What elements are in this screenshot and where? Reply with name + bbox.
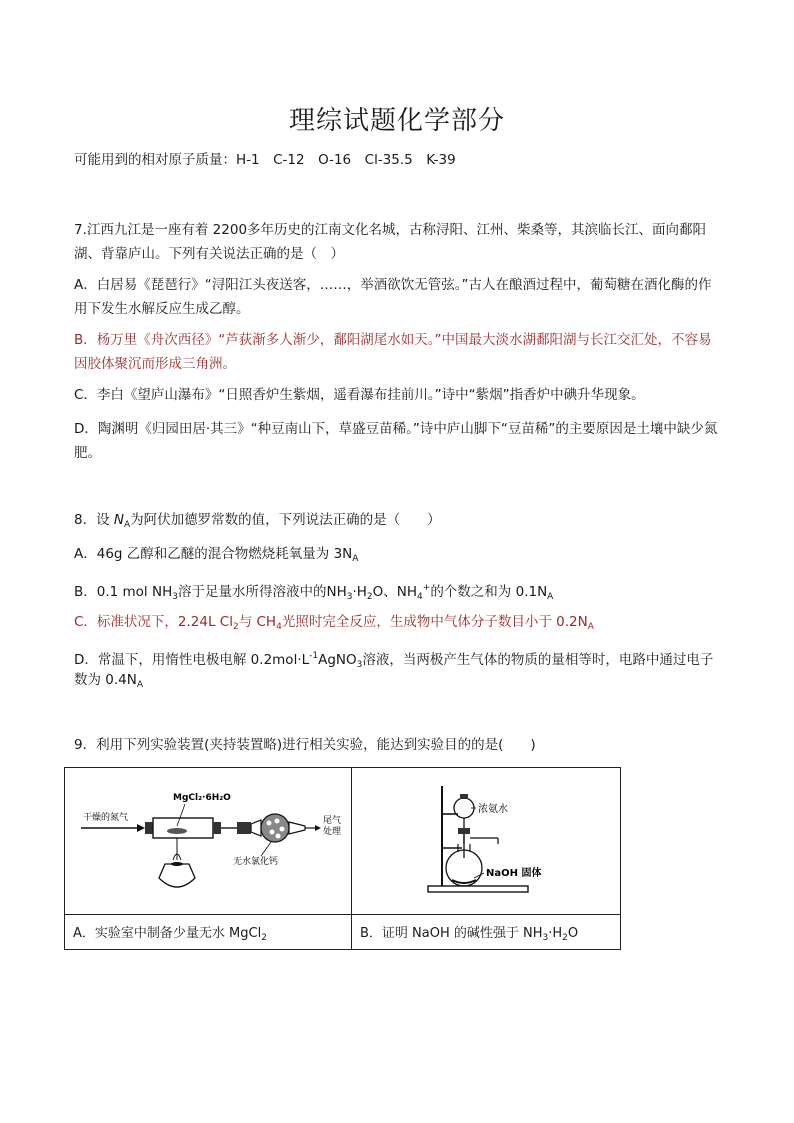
q9-figure-b bbox=[352, 768, 621, 915]
exhaust-label-2: 处理 bbox=[323, 827, 342, 837]
mgcl2-hexahydrate-label: MgCl₂·6H₂O bbox=[173, 793, 231, 803]
page-title: 理综试题化学部分 bbox=[288, 106, 505, 136]
q7-option-c: C．李白《望庐山瀑布》“日照香炉生紫烟，遥看瀑布挂前川。”诗中“紫烟”指香炉中碘升华现象。 bbox=[74, 387, 645, 403]
q8-option-d: D．常温下，用惰性电极电解 $0.2mol\cdot L^{-1}AgNO_3$溶液，当两极产生气体的物质的量相等时，电路中通过电子 bbox=[74, 651, 714, 670]
q9-stem: 9．利用下列实验装置(夹持装置略)进行相关实验，能达到实验目的的是( ) bbox=[74, 737, 536, 753]
q8-option-a: A．46g 乙醇和乙醚的混合物燃烧耗氧量为 $3N_A$ bbox=[74, 546, 359, 564]
q7-option-b: B．杨万里《舟次西径》“芦荻渐多人渐少，鄱阳湖尾水如天。”中国最大淡水湖鄱阳湖与长江交汇处，不容易因胶体聚沉而形成三角洲。 bbox=[74, 332, 712, 372]
q9-option-b: B．证明 NaOH 的碱性强于 $NH_3\cdot H_2O$ bbox=[352, 915, 621, 950]
exhaust-label-1: 尾气 bbox=[323, 816, 342, 826]
q8-option-d-line2: 数为 $0.4N_A$ bbox=[74, 672, 144, 690]
naoh-solid-label: NaOH 固体 bbox=[486, 868, 542, 879]
q8-option-c: C．标准状况下，2.24L $Cl_2$与 $CH_4$光照时完全反应，生成物中气体分子数目小于 $0.2N_A$ bbox=[74, 614, 594, 632]
conc-ammonia-label: 浓氨水 bbox=[478, 804, 508, 815]
q7-option-d: D．陶渊明《归园田居·其三》“种豆南山下，草盛豆苗稀。”诗中庐山脚下“豆苗稀”的主要原因是土壤中缺少氮肥。 bbox=[74, 421, 718, 461]
q9-option-a: A．实验室中制备少量无水 MgCl$_2$ bbox=[65, 915, 352, 950]
q7-option-a: A．白居易《琵琶行》“浔阳江头夜送客，……，举酒欲饮无管弦。”古人在酿酒过程中，葡萄糖在酒化酶的作用下发生水解反应生成乙醇。 bbox=[74, 277, 712, 317]
q8-option-b: B．0.1 mol $NH_3$溶于足量水所得溶液中的$NH_3\cdot H_2O$、$NH_4^+$的个数之和为 $0.1N_A$ bbox=[74, 583, 554, 602]
anhydrous-cacl2-label: 无水氯化钙 bbox=[233, 857, 279, 867]
q9-figure-a bbox=[65, 768, 352, 915]
mgcl2-apparatus-diagram bbox=[65, 768, 351, 910]
q7-stem: 7.江西九江是一座有着 2200多年历史的江南文化名城，古称浔阳、江州、柴桑等，其滨临长江、面向鄱阳湖、背靠庐山。下列有关说法正确的是（ ） bbox=[74, 222, 707, 262]
q8-stem: 8．设 $N_A$为阿伏加德罗常数的值，下列说法正确的是（ ） bbox=[74, 512, 441, 530]
dry-nitrogen-label: 干燥的氮气 bbox=[83, 813, 129, 823]
atomic-masses: 可能用到的相对原子质量：H-1 C-12 O-16 Cl-35.5 K-39 bbox=[74, 152, 456, 168]
q9-options-table bbox=[64, 767, 621, 950]
ammonia-apparatus-diagram bbox=[352, 768, 620, 910]
